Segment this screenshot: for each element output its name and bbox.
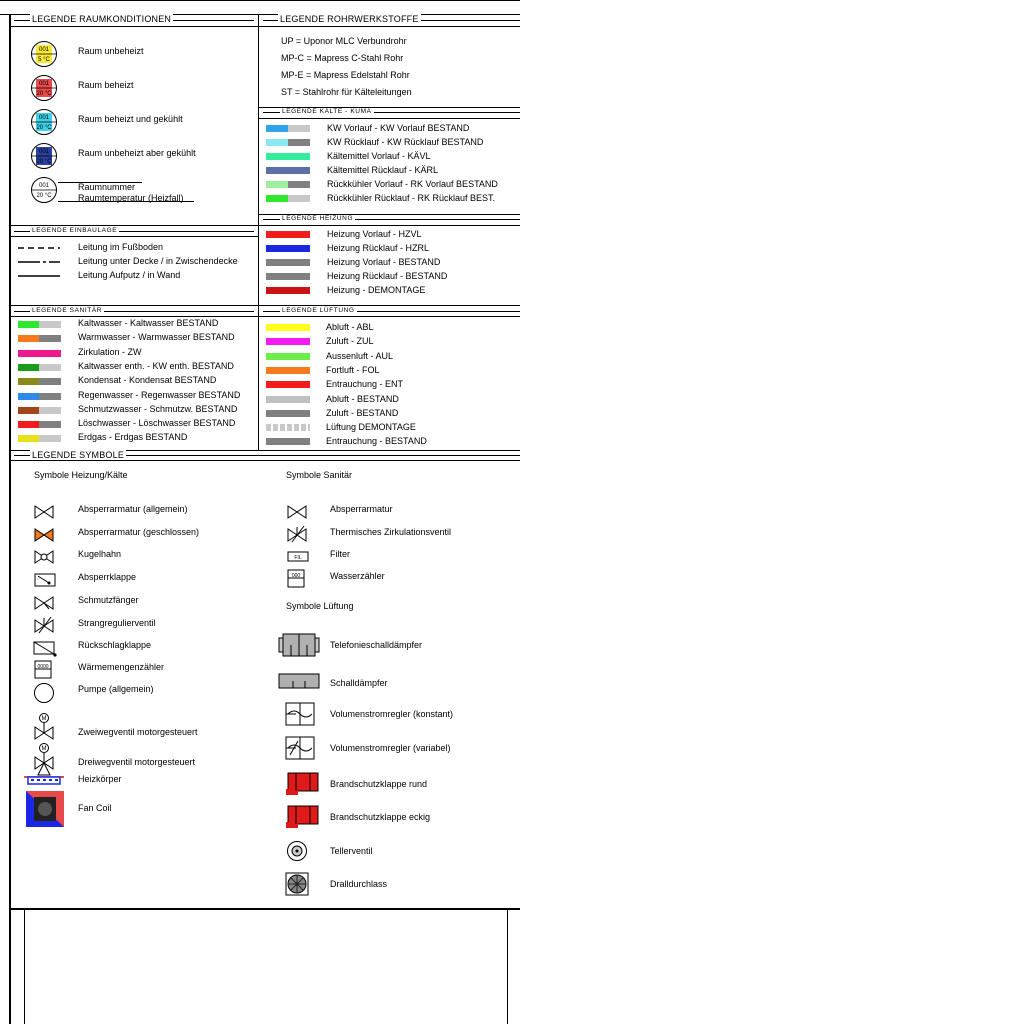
- raumnummer-leader: [58, 182, 142, 183]
- lueftung-symbol-label: Tellerventil: [330, 846, 373, 856]
- vav-variable-icon: [286, 737, 328, 761]
- room-temp-text: 20 °C: [36, 91, 52, 97]
- sanitaer-label: Kaltwasser - Kaltwasser BESTAND: [78, 318, 219, 328]
- fire-damper-round-icon: [286, 773, 328, 797]
- sanitaer-color-bar: [18, 364, 61, 371]
- kaelte-underline: [259, 118, 520, 119]
- top-border: [0, 0, 520, 1]
- heizung-color-bar: [266, 273, 310, 280]
- fan-coil-icon: [26, 791, 64, 827]
- lueftung-title: LEGENDE LÜFTUNG: [282, 307, 355, 314]
- lueftung-symbol-label: Schalldämpfer: [330, 678, 388, 688]
- room-symbol-icon: [30, 40, 58, 68]
- raum-label: Raum beheizt und gekühlt: [78, 114, 183, 124]
- heizung-symbol-label: Heizkörper: [78, 774, 122, 784]
- water-meter-icon: [286, 570, 310, 588]
- lueftung-label: Lüftung DEMONTAGE: [326, 422, 416, 433]
- meter-digits-text: 0000: [37, 664, 49, 670]
- filter-tag-text: FIL: [294, 555, 302, 561]
- lueftung-color-bar: [266, 396, 310, 403]
- sanitaer-symbol-label: Thermisches Zirkulationsventil: [330, 527, 452, 537]
- room-symbol-icon: [30, 142, 58, 170]
- heizung-underline: [259, 225, 520, 226]
- sanitaer-label: Regenwasser - Regenwasser BESTAND: [78, 389, 241, 400]
- heizung-symbol-label: Dreiwegventil motorgesteuert: [78, 757, 196, 767]
- sanitaer-symbol-label: Filter: [330, 549, 350, 559]
- bottom-line: [10, 908, 520, 910]
- lueftung-symbol-label: Dralldurchlass: [330, 879, 388, 889]
- kaelte-color-bar: [266, 139, 310, 146]
- kaelte-title: LEGENDE KÄLTE - KUMA: [282, 108, 372, 115]
- room-symbol-icon: [30, 176, 58, 204]
- symbole-title: LEGENDE SYMBOLE: [32, 450, 125, 460]
- raum-underline: [10, 26, 258, 27]
- heizung-symbol-label: Kugelhahn: [78, 549, 122, 559]
- room-temp-text: 20 °C: [36, 193, 52, 199]
- raum-label: Raum unbeheizt: [78, 46, 144, 56]
- lueftung-symbol-label: Telefonieschalldämpfer: [330, 640, 423, 650]
- sanitaer-color-bar: [18, 335, 61, 342]
- heizung-label: Heizung - DEMONTAGE: [327, 285, 426, 295]
- einbau-label: Leitung unter Decke / in Zwischendecke: [78, 256, 238, 266]
- lueftung-label: Fortluft - FOL: [326, 364, 380, 375]
- rohr-item: ST = Stahlrohr für Kälteleitungen: [281, 87, 412, 97]
- lueftung-color-bar: [266, 324, 310, 331]
- motor-letter-text: M: [41, 716, 47, 722]
- swirl-diffuser-icon: [286, 873, 328, 897]
- heizung-color-bar: [266, 231, 310, 238]
- lueftung-symbol-label: Brandschutzklappe eckig: [330, 812, 431, 822]
- sanitaer-label: Erdgas - Erdgas BESTAND: [78, 432, 188, 443]
- room-temp-text: 20 °C: [36, 125, 52, 131]
- heizung-symbol-label: Strangregulierventil: [78, 618, 156, 628]
- sanitaer-label: Kondensat - Kondensat BESTAND: [78, 375, 217, 386]
- sanitaer-topline: [10, 305, 520, 306]
- kaelte-color-bar: [266, 167, 310, 174]
- lueftung-color-bar: [266, 381, 310, 388]
- heizung-label: Heizung Vorlauf - HZVL: [327, 229, 422, 239]
- heizung-symbol-label: Fan Coil: [78, 803, 112, 813]
- lueftung-color-bar: [266, 410, 310, 417]
- heizung-symbol-label: Schmutzfänger: [78, 595, 139, 605]
- sanitaer-label: Kaltwasser enth. - KW enth. BESTAND: [78, 360, 234, 371]
- heizung-symbol-label: Rückschlagklappe: [78, 640, 152, 650]
- sanitaer-underline: [10, 316, 520, 317]
- heizung-color-bar: [266, 245, 310, 252]
- heizung-symbol-label: Wärmemengenzähler: [78, 662, 165, 672]
- sanitaer-title: LEGENDE SANITÄR: [32, 307, 103, 314]
- thermal-valve-icon: [286, 526, 310, 544]
- kaelte-color-bar: [266, 125, 310, 132]
- pump-icon: [33, 683, 73, 715]
- sanitaer-symbol-label: Absperrarmatur: [330, 504, 393, 514]
- sanitaer-color-bar: [18, 393, 61, 400]
- kaelte-label: Rückkühler Rücklauf - RK Rücklauf BEST.: [327, 193, 496, 203]
- raum-title: LEGENDE RAUMKONDITIONEN: [32, 14, 172, 24]
- heizung-title: LEGENDE HEIZUNG: [282, 215, 354, 222]
- motor-letter-text: M: [41, 746, 47, 752]
- lueftung-color-bar: [266, 353, 310, 360]
- kaelte-label: KW Rücklauf - KW Rücklauf BESTAND: [327, 137, 484, 147]
- two-way-motor-valve-icon: [33, 713, 73, 745]
- einbau-label: Leitung im Fußboden: [78, 242, 164, 252]
- lueftung-color-bar: [266, 424, 310, 431]
- raum-label: Raum beheizt: [78, 80, 134, 90]
- lueftung-color-bar: [266, 338, 310, 345]
- rohr-item: MP-C = Mapress C-Stahl Rohr: [281, 53, 404, 63]
- heizung-label: Heizung Vorlauf - BESTAND: [327, 257, 441, 267]
- lueftung-symbol-label: Brandschutzklappe rund: [330, 779, 428, 789]
- sanitaer-symbol-label: Wasserzähler: [330, 571, 385, 581]
- kaelte-label: Kältemittel Rücklauf - KÄRL: [327, 165, 439, 175]
- lueftung-label: Entrauchung - BESTAND: [326, 436, 427, 447]
- fire-damper-rect-icon: [286, 806, 328, 830]
- column-divider: [258, 14, 259, 450]
- lueftung-label: Zuluft - ZUL: [326, 336, 374, 347]
- silencer-icon: [279, 672, 321, 696]
- lueftung-symbol-label: Volumenstromregler (variabel): [330, 743, 451, 753]
- raum-label: Raum unbeheizt aber gekühlt: [78, 148, 196, 158]
- crosstalk-silencer-icon: [279, 634, 321, 658]
- heizung-color-bar: [266, 287, 310, 294]
- lueftung-label: Aussenluft - AUL: [326, 350, 394, 361]
- kaelte-color-bar: [266, 181, 310, 188]
- lueftung-color-bar: [266, 438, 310, 445]
- sanitaer-color-bar: [18, 378, 61, 385]
- sanitaer-symbols-title: Symbole Sanitär: [286, 470, 353, 480]
- filter-icon: [286, 548, 310, 566]
- line-style-icon: [18, 247, 60, 249]
- symbole-underline: [10, 460, 520, 461]
- raum-label: Raumnummer: [78, 182, 136, 192]
- titleblock-left: [24, 909, 25, 1024]
- raumtemp-label: Raumtemperatur (Heizfall): [78, 193, 184, 203]
- sanitaer-color-bar: [18, 407, 61, 414]
- room-number-text: 001: [38, 81, 50, 87]
- lueftung-symbol-label: Volumenstromregler (konstant): [330, 709, 454, 719]
- kaelte-label: KW Vorlauf - KW Vorlauf BESTAND: [327, 123, 470, 133]
- heizung-label: Heizung Rücklauf - BESTAND: [327, 271, 448, 281]
- line-style-icon: [18, 261, 60, 263]
- sanitaer-color-bar: [18, 350, 61, 357]
- valve-icon: [286, 503, 310, 521]
- rohr-underline: [259, 26, 520, 27]
- vav-constant-icon: [286, 703, 328, 727]
- sanitaer-label: Warmwasser - Warmwasser BESTAND: [78, 332, 235, 343]
- lueftung-label: Zuluft - BESTAND: [326, 407, 399, 418]
- sanitaer-color-bar: [18, 435, 61, 442]
- left-border: [9, 14, 11, 1024]
- einbau-title: LEGENDE EINBAULAGE: [32, 227, 118, 234]
- heizung-symbol-label: Absperrarmatur (geschlossen): [78, 527, 200, 537]
- room-temp-text: 20 °C: [36, 159, 52, 165]
- heizung-color-bar: [266, 259, 310, 266]
- meter-digits-text: 000: [291, 573, 301, 579]
- heizung-symbol-label: Pumpe (allgemein): [78, 684, 154, 694]
- lueftung-label: Abluft - BESTAND: [326, 393, 399, 404]
- heizung-symbols-title: Symbole Heizung/Kälte: [34, 470, 128, 480]
- heizung-symbol-label: Absperrklappe: [78, 572, 137, 582]
- sanitaer-label: Schmutzwasser - Schmutzw. BESTAND: [78, 403, 238, 414]
- room-number-text: 001: [38, 47, 50, 53]
- sanitaer-color-bar: [18, 421, 61, 428]
- sanitaer-label: Löschwasser - Löschwasser BESTAND: [78, 418, 236, 429]
- room-temp-text: 5 °C: [38, 57, 50, 63]
- titleblock-right: [507, 909, 508, 1024]
- rohr-title: LEGENDE ROHRWERKSTOFFE: [280, 14, 419, 24]
- rohr-item: MP-E = Mapress Edelstahl Rohr: [281, 70, 410, 80]
- disc-valve-icon: [286, 840, 328, 864]
- room-number-text: 001: [38, 149, 50, 155]
- lueftung-label: Entrauchung - ENT: [326, 379, 404, 390]
- sanitaer-label: Zirkulation - ZW: [78, 346, 142, 357]
- three-way-motor-valve-icon: [33, 743, 73, 775]
- heizung-symbol-label: Zweiwegventil motorgesteuert: [78, 727, 198, 737]
- kaelte-color-bar: [266, 195, 310, 202]
- kaelte-color-bar: [266, 153, 310, 160]
- einbau-label: Leitung Aufputz / in Wand: [78, 270, 181, 280]
- room-number-text: 001: [38, 115, 50, 121]
- line-style-icon: [18, 275, 60, 277]
- room-symbol-icon: [30, 74, 58, 102]
- lueftung-color-bar: [266, 367, 310, 374]
- sanitaer-color-bar: [18, 321, 61, 328]
- room-symbol-icon: [30, 108, 58, 136]
- heizung-label: Heizung Rücklauf - HZRL: [327, 243, 430, 253]
- kaelte-label: Rückkühler Vorlauf - RK Vorlauf BESTAND: [327, 179, 498, 189]
- einbau-topline: [10, 225, 258, 226]
- room-number-text: 001: [38, 183, 50, 189]
- lueftung-symbols-title: Symbole Lüftung: [286, 601, 354, 611]
- rohr-item: UP = Uponor MLC Verbundrohr: [281, 36, 407, 46]
- einbau-underline: [10, 236, 258, 237]
- heizung-symbol-label: Absperrarmatur (allgemein): [78, 504, 188, 514]
- lueftung-label: Abluft - ABL: [326, 322, 374, 332]
- kaelte-label: Kältemittel Vorlauf - KÄVL: [327, 151, 431, 161]
